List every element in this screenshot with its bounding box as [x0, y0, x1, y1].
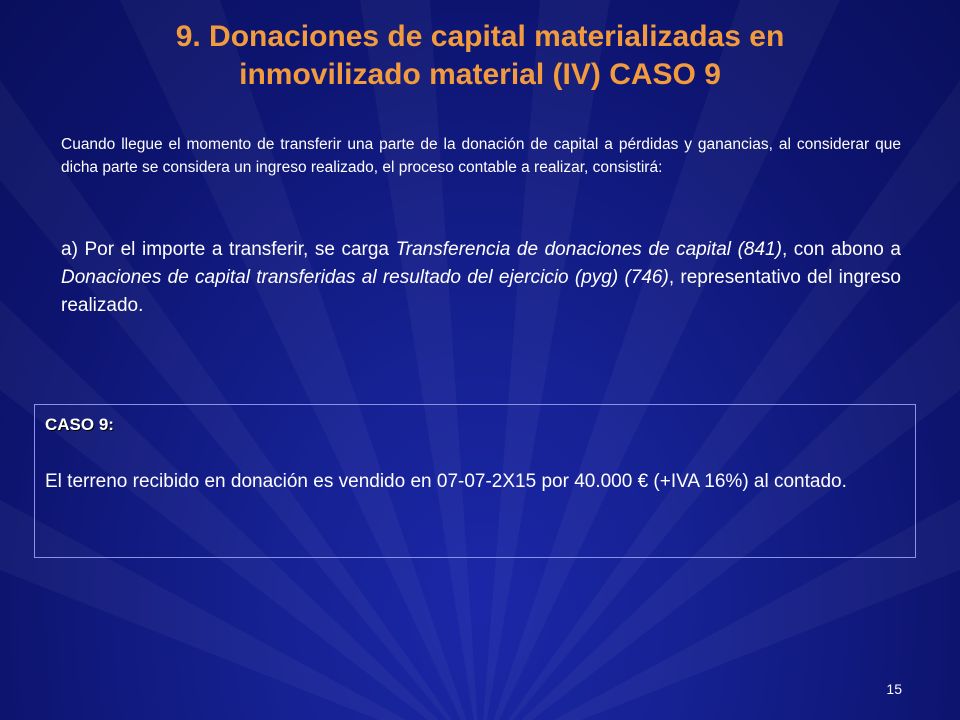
item-a-text-3: , representativo del ingreso realizado.: [61, 267, 901, 316]
caso-text: El terreno recibido en donación es vendido en 07-07-2X15 por 40.000 € (+IVA 16%) al contado.: [45, 471, 847, 492]
item-a-text-1: a) Por el importe a transferir, se carga: [61, 239, 396, 260]
caso-box: [34, 404, 916, 558]
page-number: 15: [886, 681, 902, 697]
item-a-paragraph: [61, 236, 901, 320]
intro-paragraph: Cuando llegue el momento de transferir una parte de la donación de capital a pérdidas y ganancias, al considerar que dicha parte se considera un ingreso realizado, el proceso contable a realizar, consistirá:: [61, 136, 901, 176]
item-a-text-2: , con abono a: [781, 239, 901, 260]
item-a-account-841: Transferencia de donaciones de capital (841): [395, 239, 782, 260]
slide-title-line-2: inmovilizado material (IV) CASO 9: [239, 58, 721, 91]
item-a-account-746: Donaciones de capital transferidas al resultado del ejercicio (pyg) (746): [61, 267, 669, 288]
caso-title: CASO 9:: [45, 415, 114, 434]
slide-title: [40, 18, 920, 94]
slide-title-line-1: 9. Donaciones de capital materializadas en: [175, 20, 785, 53]
